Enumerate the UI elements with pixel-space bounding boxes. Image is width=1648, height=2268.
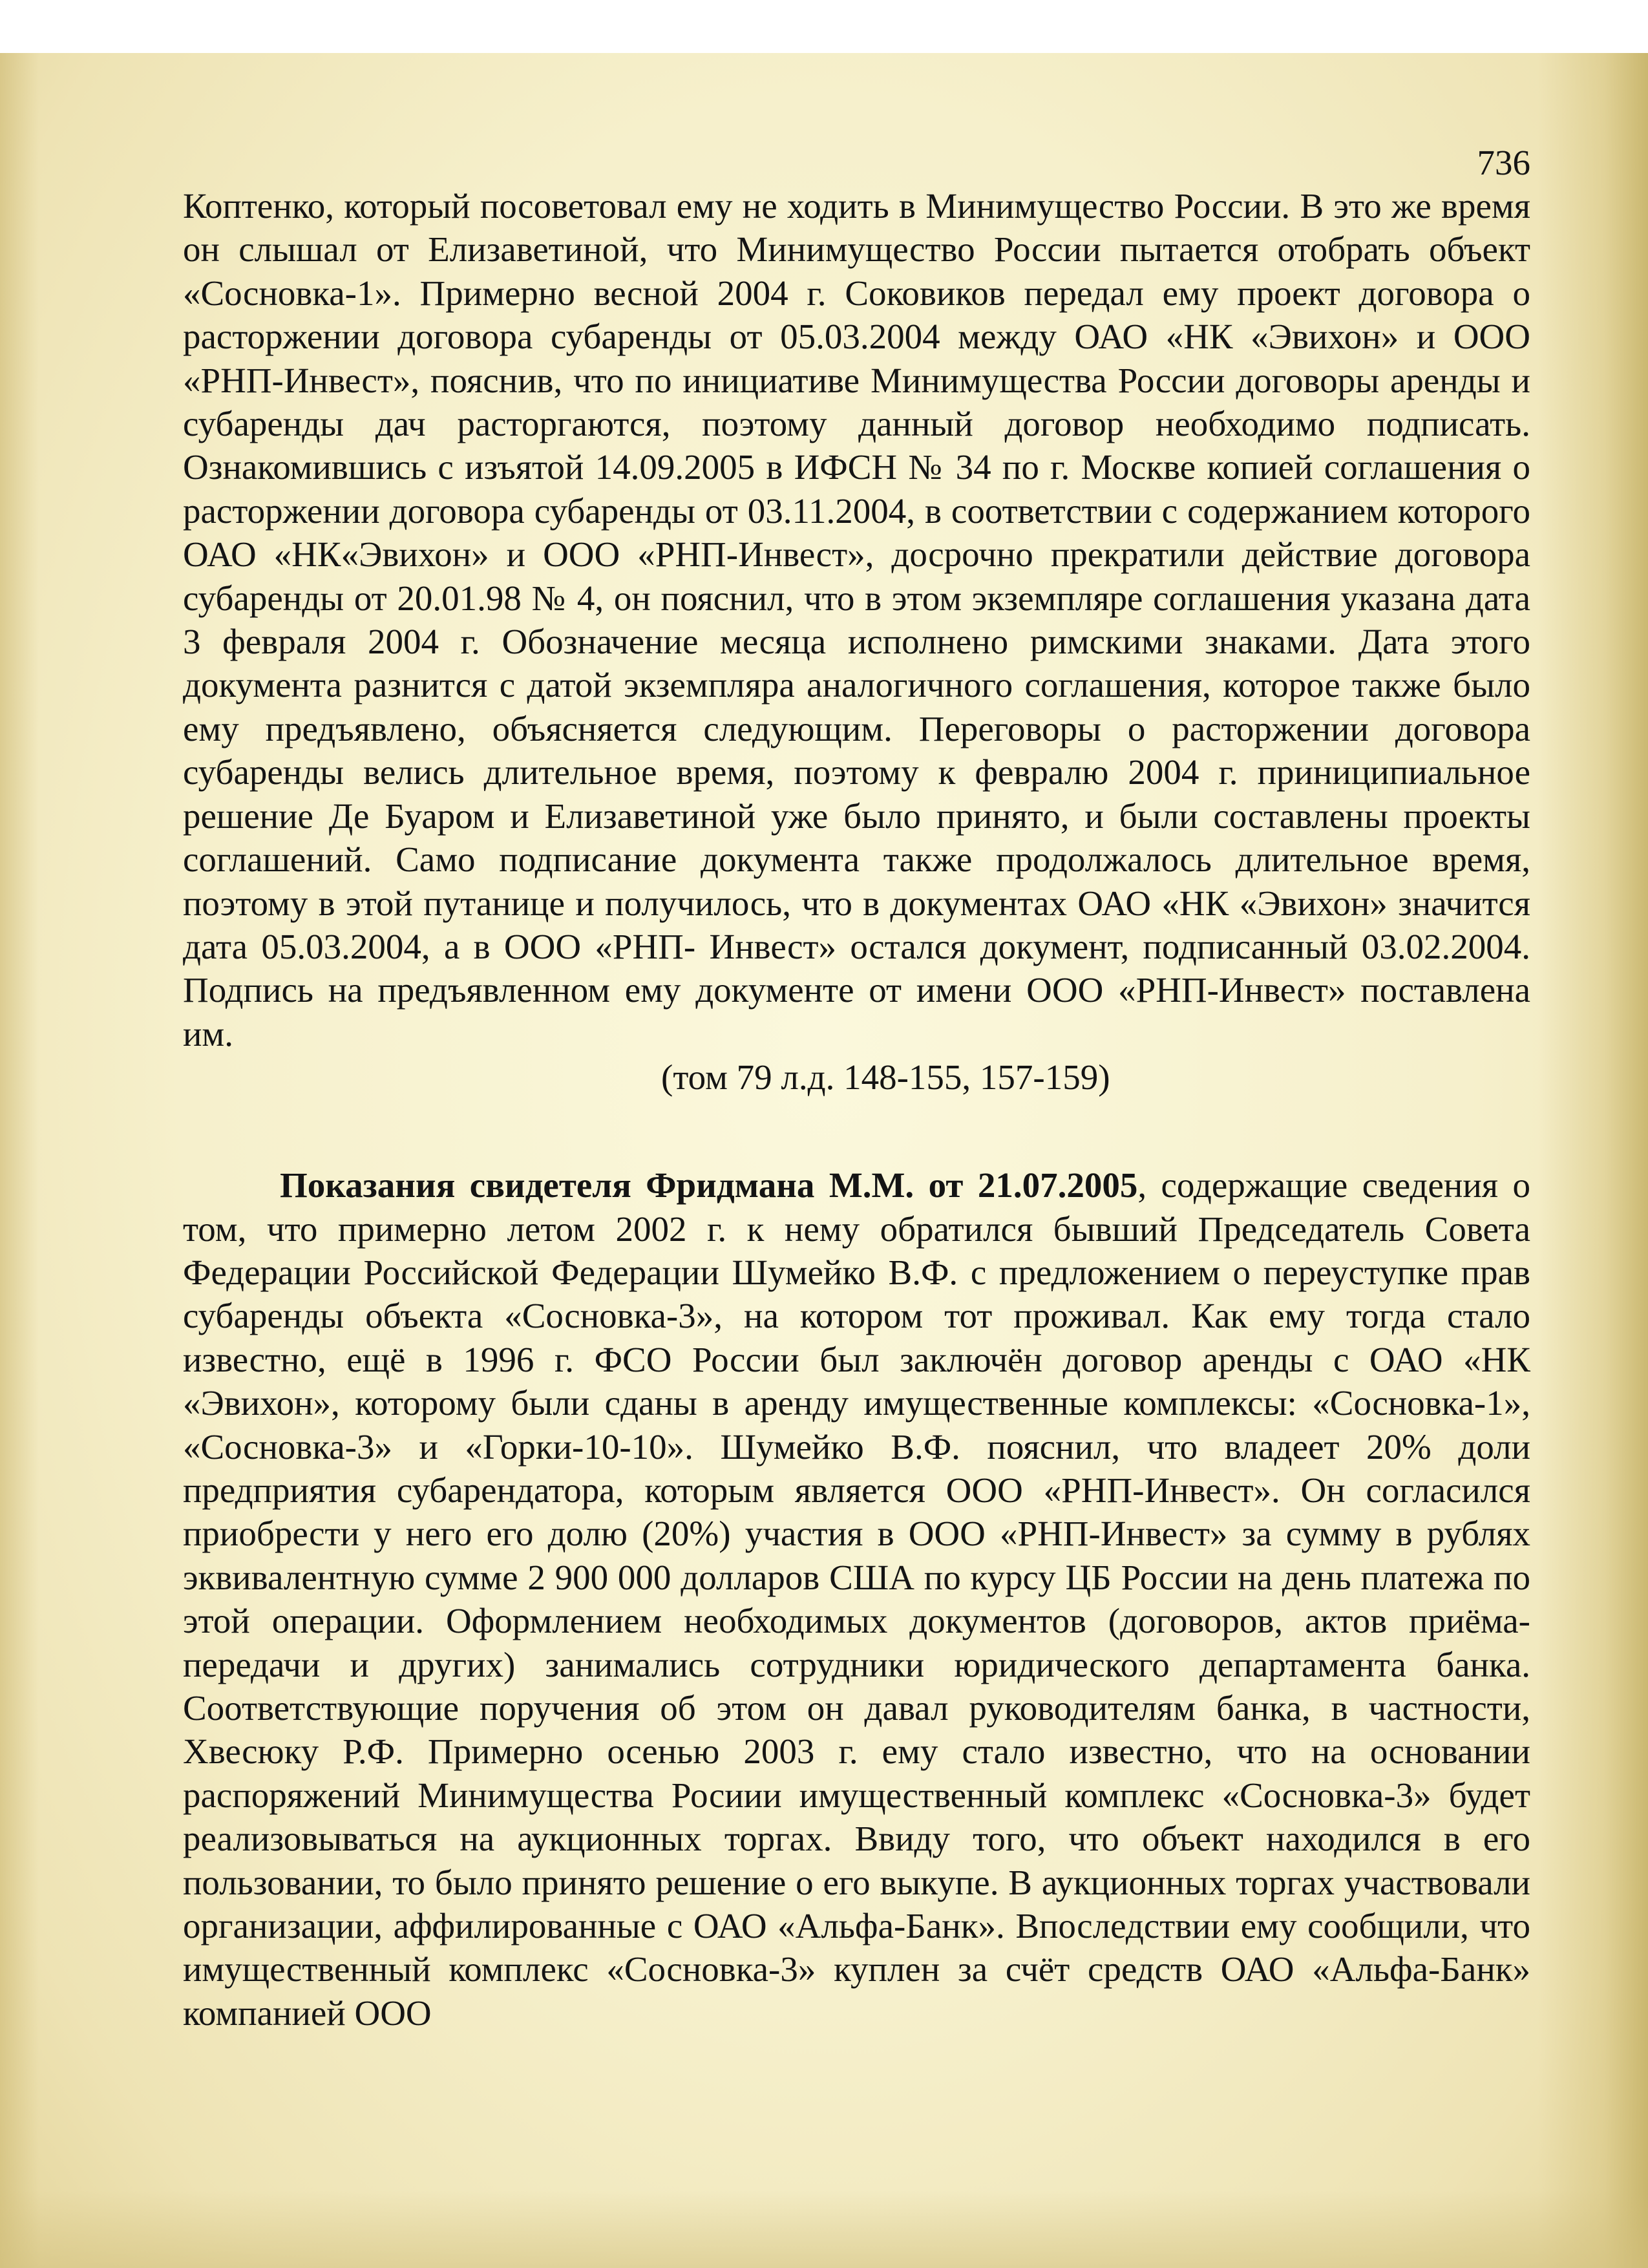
volume-reference: (том 79 л.д. 148-155, 157-159) [661, 1057, 1110, 1097]
testimony-heading: Показания свидетеля Фридмана М.М. от 21.07.2005 [280, 1165, 1138, 1205]
document-body [183, 141, 1530, 2035]
paragraph-gap [183, 1099, 1530, 1163]
testimony-text: , содержащие сведения о том, что примерно летом 2002 г. к нему обратился бывший Председатель Совета Федерации Российской Федерации Шумейко В.Ф. с предложением о переуступке прав субаренды объекта «Сосновка-3», на котором тот проживал. Как ему тогда стало известно, ещё в 1996 г. ФСО России был заключён договор аренды с ОАО «НК «Эвихон», которому были сданы в аренду имущественные комплексы: «Сосновка-1», «Сосновка-3» и «Горки-10-10». Шумейко В.Ф. пояснил, что владеет 20% доли предприятия субарендатора, которым является ООО «РНП-Инвест». Он согласился приобрести у него его долю (20%) участия в ООО «РНП-Инвест» за сумму в рублях эквивалентную сумме 2 900 000 долларов США по курсу ЦБ России на день платежа по этой операции. Оформлением необходимых документов (договоров, актов приёма-передачи и других) занимались сотрудники юридического департамента банка. Соответствующие поручения об этом он давал руководителям банка, в частности, Хвесюку Р.Ф. Примерно осенью 2003 г. ему стало известно, что на основании распоряжений Минимущества Росиии имущественный комплекс «Сосновка-3» будет реализовываться на аукционных торгах. Ввиду того, что объект находился в его пользовании, то было принято решение о его выкупе. В аукционных торгах участвовали организации, аффилированные с ОАО «Альфа-Банк». Впоследствии ему сообщили, что имущественный комплекс «Сосновка-3» куплен за счёт средств ОАО «Альфа-Банк» компанией ООО [183, 1165, 1530, 2033]
paragraph-testimony-continued: Коптенко, который посоветовал ему не ходить в Минимущество России. В это же время он слышал от Елизаветиной, что Минимущество России пытается отобрать объект «Сосновка-1». Примерно весной 2004 г. Соковиков передал ему проект договора о расторжении договора субаренды от 05.03.2004 между ОАО «НК «Эвихон» и ООО «РНП-Инвест», пояснив, что по инициативе Минимущества России договоры аренды и субаренды дач расторгаются, поэтому данный договор необходимо подписать. Ознакомившись с изъятой 14.09.2005 в ИФСН № 34 по г. Москве копией соглашения о расторжении договора субаренды от 03.11.2004, в соответствии с содержанием которого ОАО «НК«Эвихон» и ООО «РНП-Инвест», досрочно прекратили действие договора субаренды от 20.01.98 № 4, он пояснил, что в этом экземпляре соглашения указана дата 3 февраля 2004 г. Обозначение месяца исполнено римскими знаками. Дата этого документа разнится с датой экземпляра аналогичного соглашения, которое также было ему предъявлено, объясняется следующим. Переговоры о расторжении договора субаренды велись длительное время, поэтому к февралю 2004 г. приниципиальное решение Де Буаром и Елизаветиной уже было принято, и были составлены проекты соглашений. Само подписание документа также продолжалось длительное время, поэтому в этой путанице и получилось, что в документах ОАО «НК «Эвихон» значится дата 05.03.2004, а в ООО «РНП- Инвест» остался документ, подписанный 03.02.2004. Подпись на предъявленном ему документе от имени ООО «РНП-Инвест» поставлена им. [183, 186, 1530, 1054]
paper-edge-right [1538, 53, 1648, 2268]
paper-edge-bottom [0, 2190, 1648, 2268]
paper-edge-left [0, 53, 39, 2268]
paragraph-fridman-testimony [183, 1163, 1530, 2035]
page-number: 736 [1477, 143, 1530, 182]
